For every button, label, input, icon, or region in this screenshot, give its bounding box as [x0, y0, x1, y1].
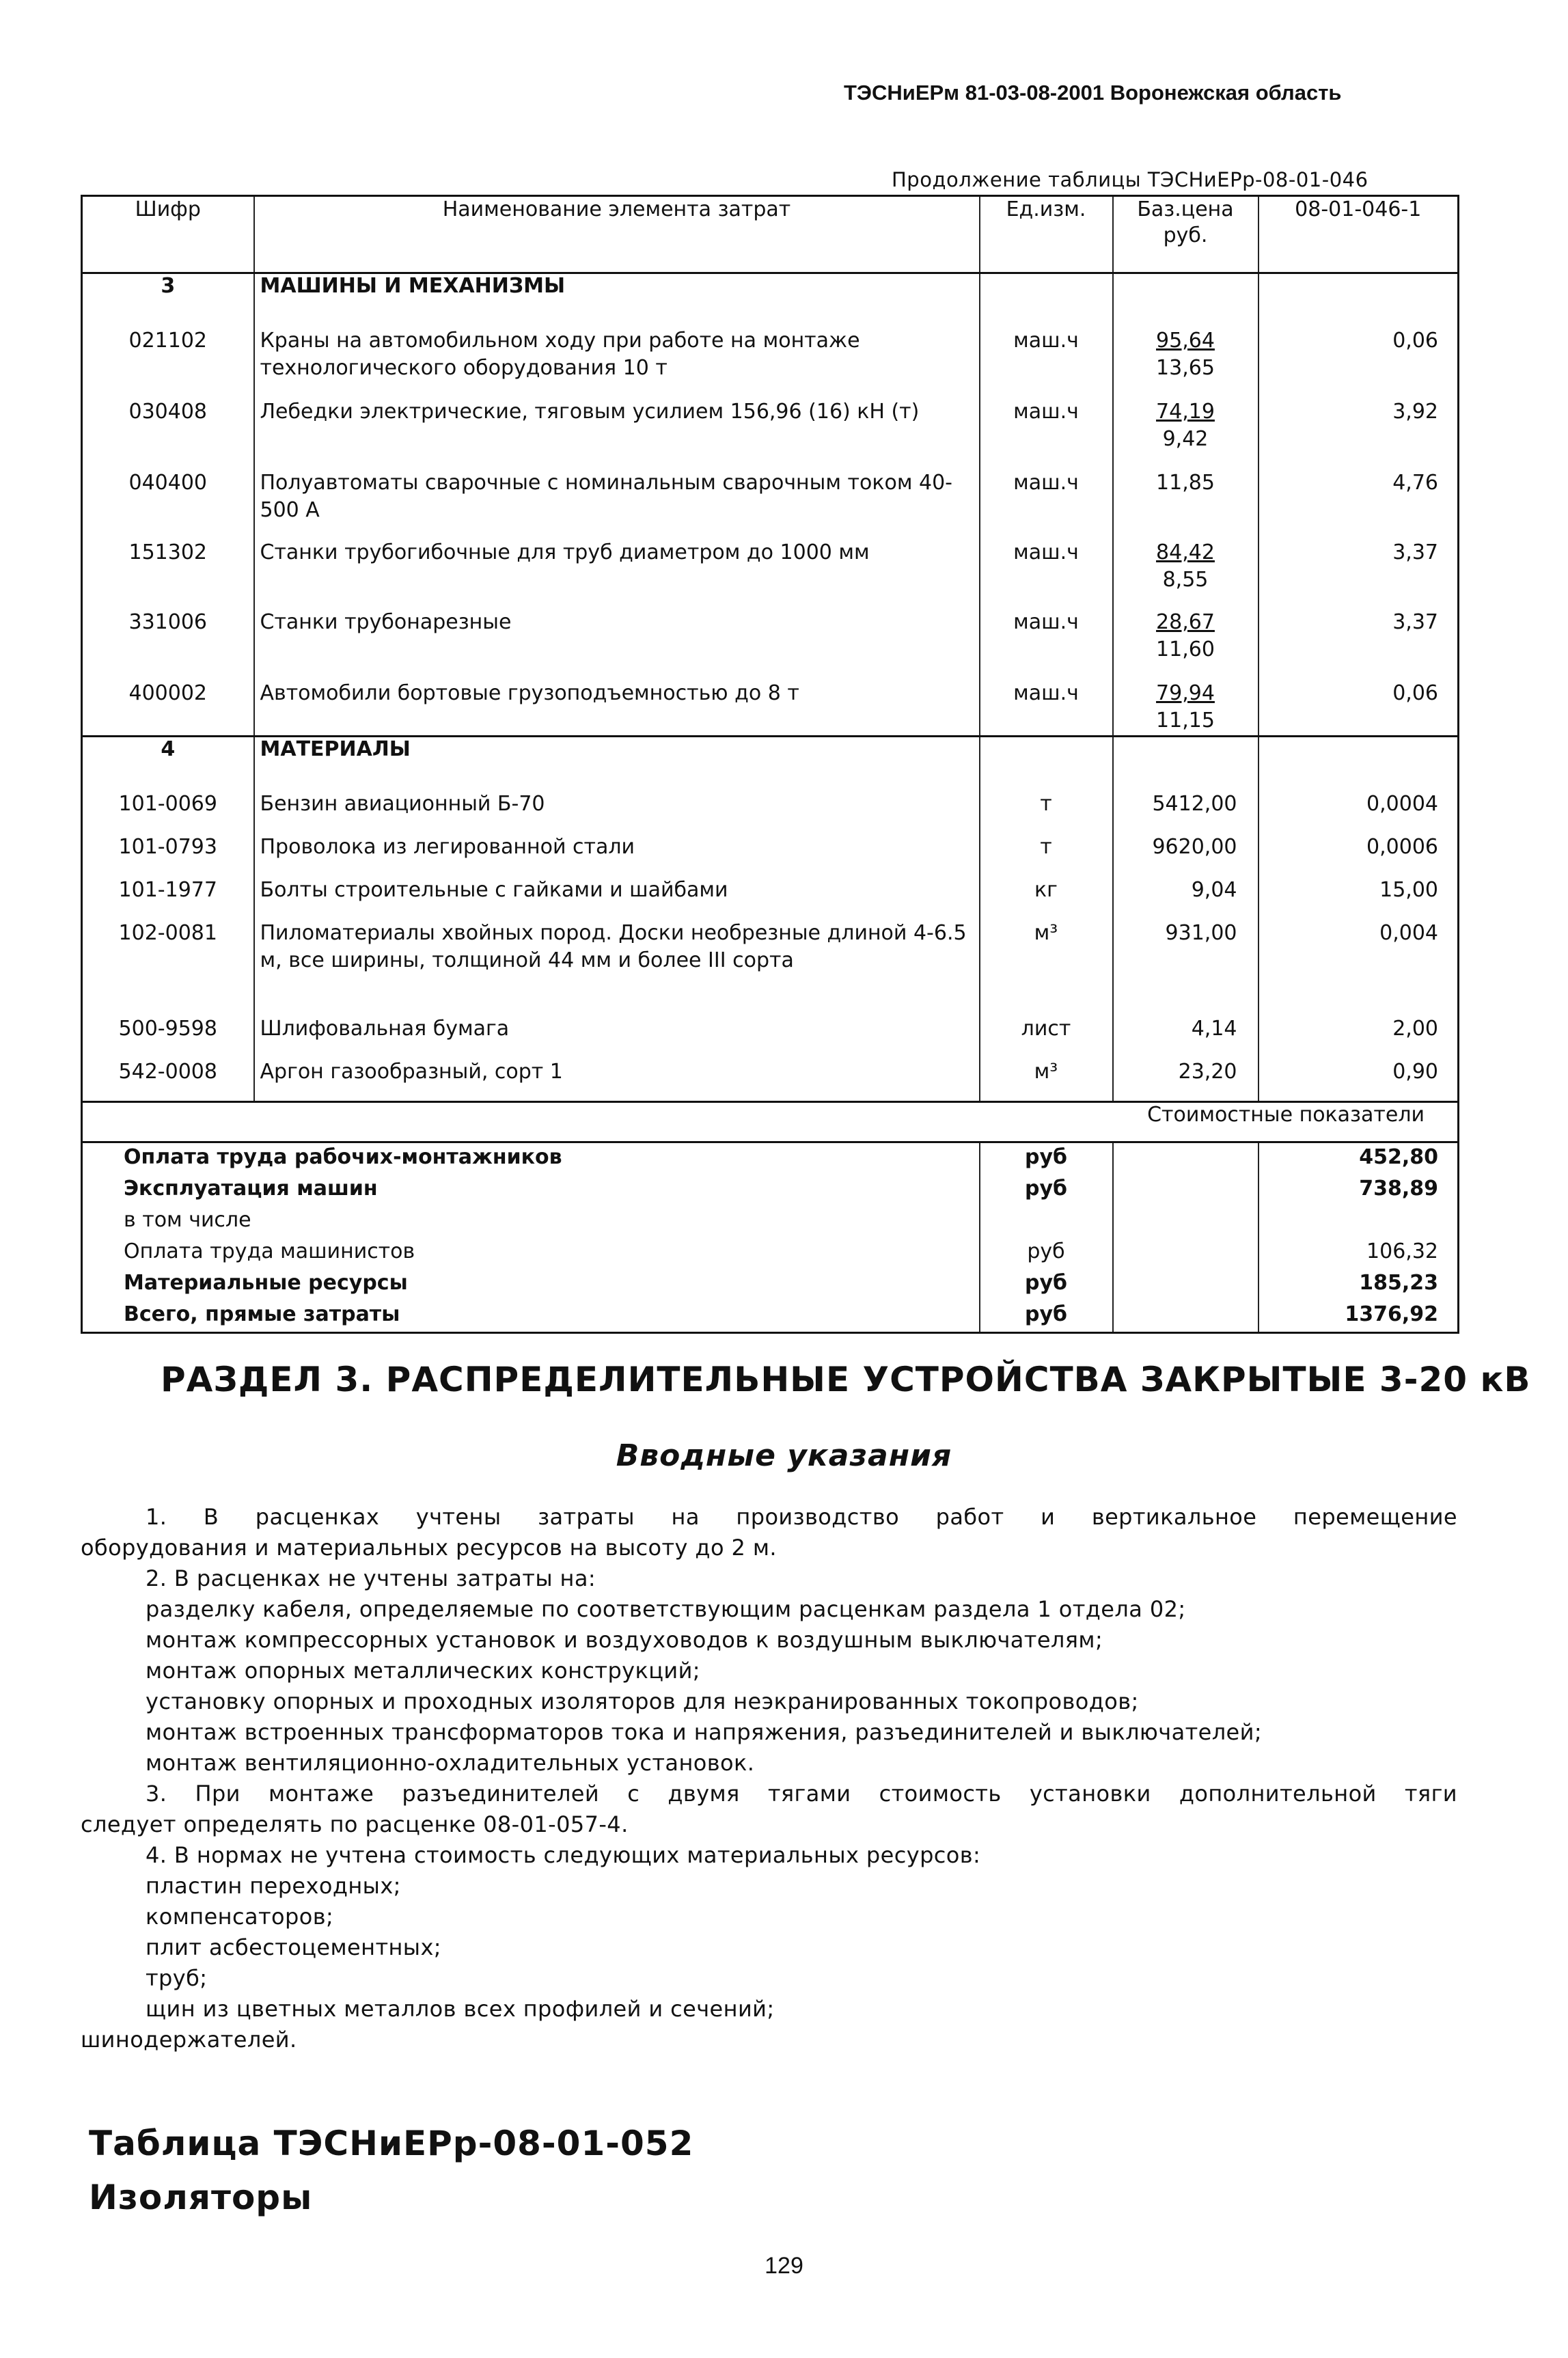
row-name: Шлифовальная бумага	[254, 1009, 980, 1052]
row-code: 500-9598	[118, 1016, 217, 1041]
table-row	[82, 320, 1459, 392]
row-value: 4,76	[1258, 463, 1459, 532]
row-name: Полуавтоматы сварочные с номинальным сварочным током 40-500 А	[254, 463, 980, 532]
row-unit: маш.ч	[980, 532, 1113, 602]
document-header: ТЭСНиЕРм 81-03-08-2001 Воронежская область	[844, 81, 1342, 105]
paragraph: 1. В расценках учтены затраты на производство работ и вертикальное перемещение	[146, 1504, 1457, 1530]
row-name: Бензин авиационный Б-70	[254, 784, 980, 827]
section-number: 3	[161, 274, 176, 298]
table-row	[82, 463, 1459, 532]
summary-unit: руб	[980, 1269, 1113, 1300]
section-title: МАШИНЫ И МЕХАНИЗМЫ	[254, 273, 980, 321]
row-unit: маш.ч	[980, 463, 1113, 532]
summary-unit: руб	[980, 1142, 1113, 1175]
cost-indicators-label: Стоимостные показатели	[980, 1102, 1459, 1142]
column-header-code: Шифр	[82, 196, 254, 273]
row-price-base: 79,94	[1156, 681, 1215, 705]
table-row	[82, 913, 1459, 1009]
row-price	[1113, 463, 1258, 532]
summary-unit: руб	[980, 1300, 1113, 1333]
row-value: 3,92	[1258, 392, 1459, 463]
summary-row	[82, 1175, 1459, 1206]
table-continuation-caption: Продолжение таблицы ТЭСНиЕРр-08-01-046	[892, 168, 1368, 191]
row-price-base: 11,85	[1156, 471, 1215, 495]
row-price-base: 74,19	[1156, 400, 1215, 424]
paragraph: 3. При монтаже разъединителей с двумя тягами стоимость установки дополнительной тяги	[146, 1781, 1457, 1807]
intro-heading: Вводные указания	[616, 1438, 952, 1473]
row-price: 9620,00	[1113, 827, 1258, 870]
paragraph: разделку кабеля, определяемые по соответствующим расценкам раздела 1 отдела 02;	[146, 1596, 1186, 1622]
next-table-subtitle: Изоляторы	[89, 2178, 313, 2217]
paragraph: установку опорных и проходных изоляторов для неэкранированных токопроводов;	[146, 1688, 1139, 1714]
page-number: 129	[765, 2253, 803, 2279]
row-price	[1113, 673, 1258, 736]
summary-label: Всего, прямые затраты	[124, 1302, 400, 1326]
column-header-name: Наименование элемента затрат	[254, 196, 980, 273]
row-unit: т	[980, 827, 1113, 870]
row-code: 101-0793	[118, 834, 217, 859]
cost-indicators-row	[82, 1102, 1459, 1142]
section-number: 4	[82, 736, 254, 784]
paragraph: монтаж компрессорных установок и воздуховодов к воздушным выключателям;	[146, 1627, 1103, 1653]
summary-row	[82, 1269, 1459, 1300]
row-price	[1113, 392, 1258, 463]
row-value: 3,37	[1258, 532, 1459, 602]
row-unit: лист	[980, 1009, 1113, 1052]
row-value: 0,06	[1258, 320, 1459, 392]
paragraph: труб;	[146, 1965, 208, 1991]
row-price	[1113, 602, 1258, 673]
row-unit: кг	[980, 870, 1113, 913]
row-code: 101-1977	[118, 877, 217, 902]
row-price: 931,00	[1113, 913, 1258, 1009]
row-price	[1113, 532, 1258, 602]
row-name: Станки трубогибочные для труб диаметром до 1000 мм	[254, 532, 980, 602]
summary-label: в том числе	[124, 1208, 251, 1232]
paragraph: следует определять по расценке 08-01-057-4.	[81, 1811, 629, 1837]
row-price-wage: 11,60	[1156, 638, 1215, 661]
paragraph: компенсаторов;	[146, 1904, 334, 1930]
table-header-row	[82, 196, 1459, 273]
row-price: 9,04	[1113, 870, 1258, 913]
row-price: 5412,00	[1113, 784, 1258, 827]
row-price: 23,20	[1113, 1052, 1258, 1102]
row-unit: м³	[980, 913, 1113, 1009]
row-code: 101-0069	[118, 791, 217, 816]
column-header-price: Баз.цена руб.	[1113, 196, 1258, 273]
table-row	[82, 532, 1459, 602]
paragraph: пластин переходных;	[146, 1873, 401, 1899]
table-row	[82, 602, 1459, 673]
row-price-base: 28,67	[1156, 610, 1215, 634]
table-row	[82, 1009, 1459, 1052]
row-unit: маш.ч	[980, 673, 1113, 736]
summary-value: 1376,92	[1258, 1300, 1459, 1333]
summary-row	[82, 1237, 1459, 1269]
summary-value: 106,32	[1258, 1237, 1459, 1269]
row-unit: маш.ч	[980, 602, 1113, 673]
paragraph: щин из цветных металлов всех профилей и сечений;	[146, 1996, 775, 2022]
row-code: 040400	[128, 471, 208, 495]
section-heading: РАЗДЕЛ 3. РАСПРЕДЕЛИТЕЛЬНЫЕ УСТРОЙСТВА ЗАКРЫТЫЕ 3-20 кВ	[161, 1360, 1531, 1399]
table-row	[82, 392, 1459, 463]
row-code: 021102	[128, 329, 208, 353]
paragraph: монтаж встроенных трансформаторов тока и напряжения, разъединителей и выключателей;	[146, 1719, 1263, 1745]
row-code: 151302	[128, 540, 208, 564]
section-title: МАТЕРИАЛЫ	[254, 736, 980, 784]
row-value: 0,06	[1258, 673, 1459, 736]
summary-label: Материальные ресурсы	[124, 1271, 408, 1295]
summary-label: Оплата труда машинистов	[124, 1239, 415, 1263]
row-value: 0,0006	[1258, 827, 1459, 870]
cost-table	[81, 195, 1459, 1334]
table-row	[82, 1052, 1459, 1102]
summary-unit: руб	[980, 1175, 1113, 1206]
paragraph: плит асбестоцементных;	[146, 1934, 441, 1960]
intro-text	[81, 1502, 1457, 2055]
table-row	[82, 870, 1459, 913]
table-row	[82, 827, 1459, 870]
summary-label: Эксплуатация машин	[124, 1177, 378, 1201]
row-name: Болты строительные с гайками и шайбами	[254, 870, 980, 913]
row-value: 3,37	[1258, 602, 1459, 673]
paragraph: шинодержателей.	[81, 2027, 297, 2053]
paragraph: 4. В нормах не учтена стоимость следующих материальных ресурсов:	[146, 1842, 981, 1868]
row-price-wage: 9,42	[1162, 427, 1209, 451]
paragraph: монтаж вентиляционно-охладительных установок.	[146, 1750, 755, 1776]
paragraph: 2. В расценках не учтены затраты на:	[146, 1565, 596, 1591]
next-table-title: Таблица ТЭСНиЕРр-08-01-052	[89, 2124, 694, 2163]
row-value: 0,0004	[1258, 784, 1459, 827]
section-row-materials	[82, 736, 1459, 784]
row-value: 0,90	[1258, 1052, 1459, 1102]
row-code: 400002	[128, 681, 208, 705]
table-row	[82, 673, 1459, 736]
row-code: 542-0008	[118, 1059, 217, 1084]
row-price-wage: 11,15	[1156, 709, 1215, 732]
row-unit: м³	[980, 1052, 1113, 1102]
row-price-wage: 8,55	[1162, 568, 1209, 592]
row-value: 0,004	[1258, 913, 1459, 1009]
row-price-wage: 13,65	[1156, 356, 1215, 380]
row-code: 102-0081	[118, 920, 217, 945]
row-unit: маш.ч	[980, 320, 1113, 392]
row-price	[1113, 320, 1258, 392]
row-price-base: 84,42	[1156, 540, 1215, 564]
column-header-rate: 08-01-046-1	[1258, 196, 1459, 273]
table-row	[82, 784, 1459, 827]
row-name: Пиломатериалы хвойных пород. Доски необрезные длиной 4-6.5 м, все ширины, толщиной 44 мм и более III сорта	[254, 913, 980, 1009]
row-name: Лебедки электрические, тяговым усилием 156,96 (16) кН (т)	[254, 392, 980, 463]
summary-value: 738,89	[1258, 1175, 1459, 1206]
row-price-base: 95,64	[1156, 329, 1215, 353]
summary-row	[82, 1300, 1459, 1333]
row-unit: т	[980, 784, 1113, 827]
row-code: 030408	[128, 400, 208, 424]
row-code: 331006	[128, 610, 208, 634]
row-name: Аргон газообразный, сорт 1	[254, 1052, 980, 1102]
row-price: 4,14	[1113, 1009, 1258, 1052]
paragraph: оборудования и материальных ресурсов на высоту до 2 м.	[81, 1535, 777, 1561]
paragraph: монтаж опорных металлических конструкций;	[146, 1658, 700, 1684]
summary-value: 185,23	[1258, 1269, 1459, 1300]
section-row-machines	[82, 273, 1459, 321]
summary-unit: руб	[980, 1237, 1113, 1269]
summary-row	[82, 1142, 1459, 1175]
summary-row	[82, 1206, 1459, 1237]
row-name: Автомобили бортовые грузоподъемностью до 8 т	[254, 673, 980, 736]
row-value: 2,00	[1258, 1009, 1459, 1052]
row-name: Станки трубонарезные	[254, 602, 980, 673]
row-name: Краны на автомобильном ходу при работе на монтаже технологического оборудования 10 т	[254, 320, 980, 392]
row-value: 15,00	[1258, 870, 1459, 913]
column-header-unit: Ед.изм.	[980, 196, 1113, 273]
summary-value: 452,80	[1258, 1142, 1459, 1175]
row-name: Проволока из легированной стали	[254, 827, 980, 870]
summary-label: Оплата труда рабочих-монтажников	[82, 1142, 980, 1175]
row-unit: маш.ч	[980, 392, 1113, 463]
